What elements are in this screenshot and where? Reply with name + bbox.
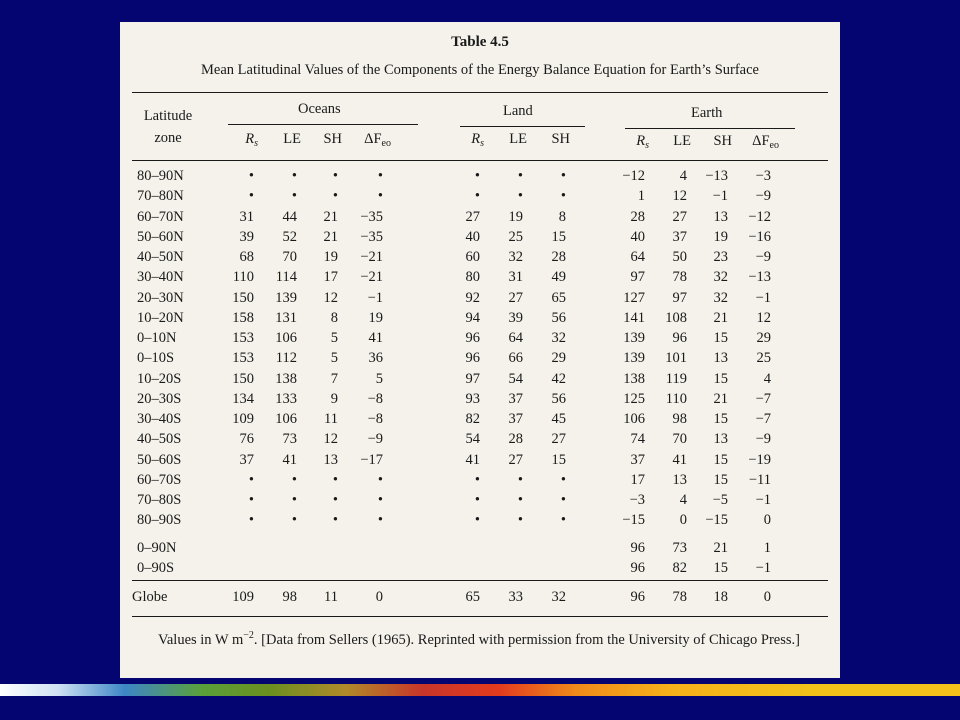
- earth-le-cell: 13: [672, 471, 687, 488]
- oceans-dfeo-cell: •: [377, 492, 383, 508]
- earth-sh-cell: −15: [705, 512, 728, 529]
- earth-dfeo-cell: −13: [748, 269, 771, 286]
- earth-rs-cell: 106: [623, 411, 645, 427]
- earth-le-cell: 50: [672, 249, 687, 265]
- oceans-le-cell: 138: [275, 370, 297, 387]
- latitude-zone-cell: 40–50S: [137, 431, 182, 448]
- earth-rs-cell: 37: [630, 451, 645, 468]
- oceans-rs-cell: 37: [239, 451, 254, 468]
- table-footnote: Values in W $m^{-2}$. [Data from Sellers (1965). Reprinted with permission from the University of Chicago Press.]: [158, 630, 800, 648]
- land-sh-cell: 15: [551, 228, 566, 245]
- earth-rs-cell: 141: [623, 309, 645, 326]
- earth-dfeo-cell: −11: [748, 471, 771, 488]
- oceans-sh-cell: 21: [323, 228, 338, 245]
- oceans-rs-cell: 31: [239, 208, 254, 225]
- earth-le-cell: 78: [672, 269, 687, 286]
- land-le-cell: 31: [508, 269, 523, 286]
- earth-rs-header: $R_s$: [636, 133, 649, 151]
- oceans-dfeo-cell: 19: [368, 309, 383, 326]
- earth-sh-cell: 19: [713, 228, 728, 245]
- latitude-zone-cell: 50–60S: [137, 451, 182, 468]
- latitude-zone-cell: 20–30N: [137, 289, 184, 306]
- oceans-dfeo-cell: 36: [368, 350, 383, 367]
- earth-sh-cell: 15: [713, 330, 728, 346]
- earth-sh-cell: 21: [713, 309, 728, 326]
- oceans-dfeo-cell: •: [377, 512, 383, 529]
- oceans-dfeo-cell: −21: [360, 249, 383, 265]
- oceans-rs-cell: •: [248, 168, 254, 184]
- land-sh-cell: •: [560, 188, 566, 205]
- land-sh-cell: 28: [551, 249, 566, 265]
- oceans-dfeo-cell: 0: [375, 589, 383, 605]
- oceans-le-cell: 44: [282, 208, 297, 225]
- earth-dfeo-cell: −9: [755, 431, 771, 448]
- latitude-zone-cell: 60–70N: [137, 208, 184, 225]
- oceans-dfeo-cell: •: [377, 188, 383, 205]
- oceans-dfeo-cell: −8: [367, 411, 383, 427]
- land-le-cell: 27: [508, 451, 523, 468]
- earth-le-cell: 82: [672, 560, 687, 576]
- earth-dfeo-cell: −12: [748, 208, 771, 225]
- earth-sh-cell: 15: [713, 411, 728, 427]
- earth-sh-cell: 13: [713, 208, 728, 225]
- earth-dfeo-cell: 1: [763, 540, 771, 556]
- land-rs-cell: 93: [465, 390, 480, 407]
- oceans-dfeo-header: $\Delta F_{eo}$: [364, 131, 391, 149]
- earth-rs-cell: 40: [630, 228, 645, 245]
- earth-sh-cell: 13: [713, 431, 728, 448]
- table-scan: [120, 22, 840, 678]
- earth-rs-cell: 74: [630, 431, 645, 448]
- latitude-zone-cell: 0–90N: [137, 540, 177, 556]
- earth-rs-cell: 64: [630, 249, 645, 265]
- earth-dfeo-cell: 29: [756, 330, 771, 346]
- oceans-rs-cell: 158: [232, 309, 254, 326]
- earth-le-cell: 0: [679, 512, 687, 529]
- land-sh-cell: 32: [551, 330, 566, 346]
- land-rs-cell: 92: [465, 289, 480, 306]
- land-le-cell: 19: [508, 208, 523, 225]
- oceans-rs-cell: 110: [232, 269, 254, 286]
- oceans-dfeo-cell: −35: [360, 228, 383, 245]
- land-le-cell: 33: [508, 589, 523, 605]
- land-le-cell: 32: [508, 249, 523, 265]
- earth-sh-cell: 32: [713, 289, 728, 306]
- latitude-zone-cell: 0–10N: [137, 330, 177, 346]
- land-rs-cell: •: [474, 188, 480, 205]
- latitude-zone-cell: 0–90S: [137, 560, 175, 576]
- top-rule: [132, 92, 828, 93]
- land-le-cell: 64: [508, 330, 523, 346]
- earth-rs-cell: 96: [630, 540, 645, 556]
- earth-sh-cell: −13: [705, 168, 728, 184]
- earth-rs-cell: 127: [623, 289, 645, 306]
- oceans-rs-cell: 150: [232, 289, 254, 306]
- earth-sh-cell: 13: [713, 350, 728, 367]
- oceans-dfeo-cell: −21: [360, 269, 383, 286]
- globe-top-rule: [132, 580, 828, 581]
- earth-rs-cell: −15: [622, 512, 645, 529]
- oceans-sh-cell: 11: [324, 589, 338, 605]
- earth-le-cell: 98: [672, 411, 687, 427]
- oceans-sh-cell: 5: [330, 350, 338, 367]
- earth-sh-cell: 32: [713, 269, 728, 286]
- land-le-cell: •: [517, 168, 523, 184]
- earth-dfeo-cell: 12: [756, 309, 771, 326]
- oceans-le-cell: 41: [282, 451, 297, 468]
- land-le-cell: •: [517, 492, 523, 508]
- oceans-le-cell: 131: [275, 309, 297, 326]
- oceans-sh-cell: 11: [324, 411, 338, 427]
- land-le-cell: 37: [508, 390, 523, 407]
- land-rs-cell: •: [474, 471, 480, 488]
- oceans-sh-cell: 12: [323, 289, 338, 306]
- oceans-dfeo-cell: −8: [367, 390, 383, 407]
- oceans-sh-cell: 19: [323, 249, 338, 265]
- oceans-rs-header: $R_s$: [245, 131, 258, 149]
- oceans-le-cell: •: [291, 168, 297, 184]
- oceans-le-cell: 133: [275, 390, 297, 407]
- earth-le-cell: 110: [665, 390, 687, 407]
- oceans-sh-cell: 21: [323, 208, 338, 225]
- earth-sh-cell: 21: [713, 540, 728, 556]
- oceans-header: Oceans: [298, 101, 341, 117]
- oceans-le-cell: 98: [282, 589, 297, 605]
- earth-le-cell: 12: [672, 188, 687, 205]
- oceans-le-cell: 106: [275, 330, 297, 346]
- land-sh-cell: 42: [551, 370, 566, 387]
- latitude-zone-cell: 50–60N: [137, 228, 184, 245]
- land-rs-cell: 54: [465, 431, 480, 448]
- earth-le-cell: 27: [672, 208, 687, 225]
- land-rs-cell: 27: [465, 208, 480, 225]
- earth-sh-cell: 23: [713, 249, 728, 265]
- earth-sh-header: SH: [713, 133, 732, 149]
- oceans-le-cell: 106: [275, 411, 297, 427]
- earth-sh-cell: 15: [713, 560, 728, 576]
- land-sh-cell: 27: [551, 431, 566, 448]
- bottom-rule: [132, 616, 828, 617]
- land-rs-cell: 82: [465, 411, 480, 427]
- earth-rs-cell: 125: [623, 390, 645, 407]
- earth-sh-cell: −1: [712, 188, 728, 205]
- oceans-sh-cell: 8: [330, 309, 338, 326]
- land-rs-cell: 96: [465, 330, 480, 346]
- land-le-cell: 27: [508, 289, 523, 306]
- oceans-rs-cell: 109: [232, 589, 254, 605]
- oceans-sh-cell: 5: [330, 330, 338, 346]
- oceans-dfeo-cell: •: [377, 471, 383, 488]
- land-le-cell: •: [517, 471, 523, 488]
- earth-dfeo-cell: −3: [755, 168, 771, 184]
- land-sh-cell: •: [560, 492, 566, 508]
- latitude-zone-cell: 30–40S: [137, 411, 182, 427]
- land-rs-cell: •: [474, 168, 480, 184]
- earth-dfeo-cell: 25: [756, 350, 771, 367]
- latitude-zone-cell: 80–90N: [137, 168, 184, 184]
- latitude-zone-cell: 70–80S: [137, 492, 182, 508]
- earth-dfeo-cell: −7: [755, 411, 771, 427]
- earth-rs-cell: −3: [629, 492, 645, 508]
- latitude-header-1: Latitude: [143, 108, 193, 124]
- latitude-zone-cell: 20–30S: [137, 390, 182, 407]
- latitude-zone-cell: 70–80N: [137, 188, 184, 205]
- oceans-rs-cell: •: [248, 188, 254, 205]
- land-le-cell: 37: [508, 411, 523, 427]
- oceans-sh-header: SH: [323, 131, 342, 147]
- earth-dfeo-cell: −16: [748, 228, 771, 245]
- oceans-le-cell: 112: [275, 350, 297, 367]
- oceans-le-cell: •: [291, 471, 297, 488]
- earth-le-cell: 108: [665, 309, 687, 326]
- oceans-sh-cell: 17: [323, 269, 338, 286]
- latitude-zone-cell: 60–70S: [137, 471, 182, 488]
- earth-sh-cell: 15: [713, 471, 728, 488]
- land-sh-cell: 8: [558, 208, 566, 225]
- land-sh-cell: 29: [551, 350, 566, 367]
- earth-dfeo-cell: −9: [755, 249, 771, 265]
- latitude-zone-cell: 30–40N: [137, 269, 184, 286]
- oceans-dfeo-cell: −9: [367, 431, 383, 448]
- oceans-le-cell: •: [291, 188, 297, 205]
- earth-rule: [625, 128, 795, 129]
- latitude-zone-cell: 40–50N: [137, 249, 184, 265]
- earth-rs-cell: 139: [623, 330, 645, 346]
- land-le-cell: •: [517, 512, 523, 529]
- land-rule: [460, 126, 585, 127]
- color-gradient-bar: [0, 684, 960, 696]
- earth-rs-cell: −12: [622, 168, 645, 184]
- earth-rs-cell: 17: [630, 471, 645, 488]
- earth-header: Earth: [691, 105, 723, 121]
- earth-rs-cell: 138: [623, 370, 645, 387]
- earth-rs-cell: 28: [630, 208, 645, 225]
- oceans-sh-cell: •: [332, 168, 338, 184]
- latitude-header-2: zone: [154, 130, 182, 146]
- oceans-dfeo-cell: 41: [368, 330, 383, 346]
- earth-le-cell: 4: [679, 168, 687, 184]
- latitude-zone-cell: 10–20N: [137, 309, 184, 326]
- earth-sh-cell: 21: [713, 390, 728, 407]
- table-caption: Mean Latitudinal Values of the Components of the Energy Balance Equation for Earth’s Surface: [201, 62, 759, 78]
- oceans-dfeo-cell: −35: [360, 208, 383, 225]
- oceans-dfeo-cell: •: [377, 168, 383, 184]
- land-rs-cell: 65: [465, 589, 480, 605]
- oceans-sh-cell: •: [332, 471, 338, 488]
- land-sh-cell: 65: [551, 289, 566, 306]
- oceans-rs-cell: 39: [239, 228, 254, 245]
- oceans-rs-cell: •: [248, 512, 254, 529]
- land-le-header: LE: [509, 131, 527, 147]
- land-rs-cell: 97: [465, 370, 480, 387]
- earth-le-cell: 119: [665, 370, 687, 387]
- earth-rs-cell: 139: [623, 350, 645, 367]
- land-sh-cell: 49: [551, 269, 566, 286]
- oceans-le-cell: 114: [275, 269, 297, 286]
- land-sh-header: SH: [551, 131, 570, 147]
- latitude-zone-cell: 0–10S: [137, 350, 175, 367]
- oceans-sh-cell: 9: [330, 390, 338, 407]
- earth-sh-cell: 15: [713, 451, 728, 468]
- land-le-cell: 28: [508, 431, 523, 448]
- land-rs-header: $R_s$: [471, 131, 484, 149]
- earth-dfeo-cell: 0: [763, 589, 771, 605]
- land-le-cell: 25: [508, 228, 523, 245]
- land-sh-cell: 32: [551, 589, 566, 605]
- earth-rs-cell: 96: [630, 560, 645, 576]
- land-rs-cell: •: [474, 512, 480, 529]
- land-le-cell: 39: [508, 309, 523, 326]
- earth-dfeo-cell: −1: [755, 289, 771, 306]
- earth-rs-cell: 1: [637, 188, 645, 205]
- oceans-rs-cell: 150: [232, 370, 254, 387]
- oceans-le-cell: 73: [282, 431, 297, 448]
- earth-le-cell: 101: [665, 350, 687, 367]
- table-number: Table 4.5: [451, 34, 509, 50]
- land-rs-cell: 60: [465, 249, 480, 265]
- earth-dfeo-header: $\Delta F_{eo}$: [752, 133, 779, 151]
- earth-sh-cell: 18: [713, 589, 728, 605]
- oceans-sh-cell: •: [332, 188, 338, 205]
- oceans-rs-cell: 153: [232, 350, 254, 367]
- oceans-rs-cell: 134: [232, 390, 254, 407]
- land-sh-cell: •: [560, 168, 566, 184]
- land-rs-cell: 80: [465, 269, 480, 286]
- header-rule: [132, 160, 828, 161]
- earth-le-cell: 73: [672, 540, 687, 556]
- oceans-rs-cell: 76: [239, 431, 254, 448]
- earth-le-cell: 4: [679, 492, 687, 508]
- oceans-le-cell: 70: [282, 249, 297, 265]
- oceans-rs-cell: •: [248, 471, 254, 488]
- earth-rs-cell: 96: [630, 589, 645, 605]
- land-sh-cell: •: [560, 512, 566, 529]
- land-sh-cell: 56: [551, 309, 566, 326]
- earth-le-header: LE: [673, 133, 691, 149]
- earth-le-cell: 96: [672, 330, 687, 346]
- oceans-rule: [228, 124, 418, 125]
- latitude-zone-cell: 80–90S: [137, 512, 182, 529]
- land-rs-cell: 41: [465, 451, 480, 468]
- oceans-sh-cell: 12: [323, 431, 338, 448]
- earth-dfeo-cell: 4: [763, 370, 771, 387]
- earth-dfeo-cell: −7: [755, 390, 771, 407]
- oceans-sh-cell: 7: [330, 370, 338, 387]
- oceans-sh-cell: 13: [323, 451, 338, 468]
- latitude-zone-cell: Globe: [132, 589, 168, 605]
- oceans-dfeo-cell: 5: [375, 370, 383, 387]
- oceans-dfeo-cell: −17: [360, 451, 383, 468]
- oceans-sh-cell: •: [332, 492, 338, 508]
- land-sh-cell: 45: [551, 411, 566, 427]
- oceans-le-cell: 139: [275, 289, 297, 306]
- oceans-rs-cell: •: [248, 492, 254, 508]
- earth-sh-cell: 15: [713, 370, 728, 387]
- oceans-le-cell: 52: [282, 228, 297, 245]
- land-rs-cell: 94: [465, 309, 480, 326]
- oceans-rs-cell: 68: [239, 249, 254, 265]
- land-rs-cell: •: [474, 492, 480, 508]
- earth-rs-cell: 97: [630, 269, 645, 286]
- land-sh-cell: 15: [551, 451, 566, 468]
- earth-dfeo-cell: −1: [755, 492, 771, 508]
- oceans-le-header: LE: [283, 131, 301, 147]
- oceans-rs-cell: 153: [232, 330, 254, 346]
- oceans-dfeo-cell: −1: [367, 289, 383, 306]
- earth-dfeo-cell: −1: [755, 560, 771, 576]
- earth-dfeo-cell: 0: [763, 512, 771, 529]
- land-le-cell: 66: [508, 350, 523, 367]
- land-rs-cell: 40: [465, 228, 480, 245]
- latitude-zone-cell: 10–20S: [137, 370, 182, 387]
- earth-le-cell: 41: [672, 451, 687, 468]
- earth-le-cell: 97: [672, 289, 687, 306]
- earth-le-cell: 78: [672, 589, 687, 605]
- land-le-cell: •: [517, 188, 523, 205]
- oceans-rs-cell: 109: [232, 411, 254, 427]
- land-rs-cell: 96: [465, 350, 480, 367]
- land-header: Land: [503, 103, 533, 119]
- oceans-le-cell: •: [291, 492, 297, 508]
- earth-sh-cell: −5: [712, 492, 728, 508]
- earth-dfeo-cell: −9: [755, 188, 771, 205]
- earth-le-cell: 70: [672, 431, 687, 448]
- oceans-le-cell: •: [291, 512, 297, 529]
- earth-dfeo-cell: −19: [748, 451, 771, 468]
- oceans-sh-cell: •: [332, 512, 338, 529]
- land-le-cell: 54: [508, 370, 523, 387]
- earth-le-cell: 37: [672, 228, 687, 245]
- land-sh-cell: 56: [551, 390, 566, 407]
- land-sh-cell: •: [560, 471, 566, 488]
